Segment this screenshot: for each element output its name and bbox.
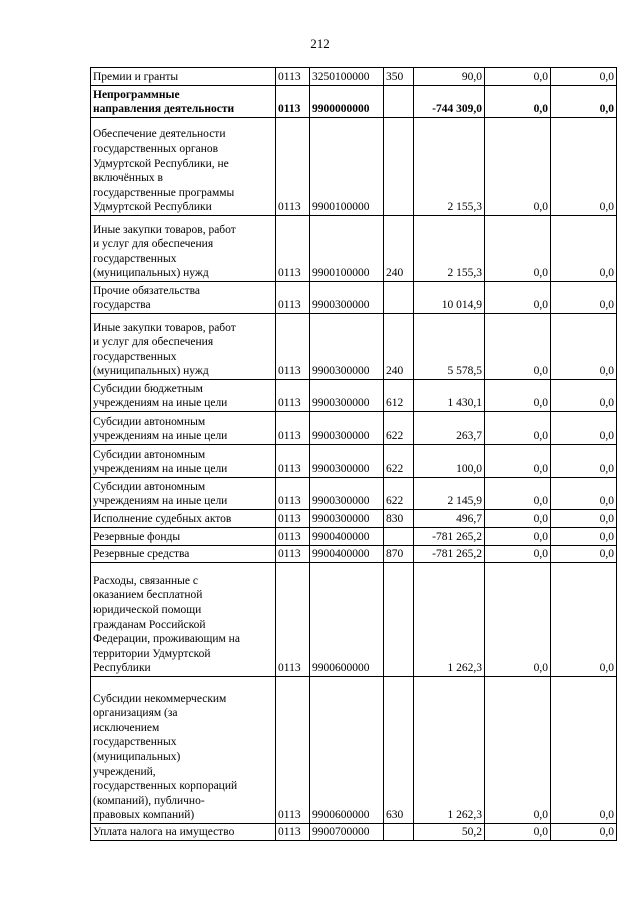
expense-type-code-cell xyxy=(384,563,414,677)
expense-name-cell: Непрограммные направления деятельности xyxy=(91,86,276,118)
target-article-code-cell: 9900400000 xyxy=(310,528,384,546)
table-row xyxy=(91,282,617,314)
amount-cell: 1 430,1 xyxy=(414,380,485,412)
amount-year3-cell: 0,0 xyxy=(551,216,617,282)
amount-year2-cell: 0,0 xyxy=(485,282,551,314)
amount-cell: 1 262,3 xyxy=(414,677,485,824)
section-code-cell: 0113 xyxy=(276,528,310,546)
amount-year2-cell: 0,0 xyxy=(485,528,551,546)
amount-year3-cell: 0,0 xyxy=(551,563,617,677)
table-row xyxy=(91,510,617,528)
expense-name-cell: Премии и гранты xyxy=(91,68,276,86)
amount-cell: 100,0 xyxy=(414,445,485,478)
section-code-cell: 0113 xyxy=(276,380,310,412)
amount-year2-cell: 0,0 xyxy=(485,445,551,478)
amount-year3-cell: 0,0 xyxy=(551,282,617,314)
table-row xyxy=(91,86,617,118)
table-row xyxy=(91,412,617,445)
table-row xyxy=(91,677,617,824)
expense-name-cell: Субсидии автономным учреждениям на иные цели xyxy=(91,412,276,445)
expense-name-cell: Субсидии автономным учреждениям на иные цели xyxy=(91,478,276,510)
section-code-cell: 0113 xyxy=(276,68,310,86)
section-code-cell: 0113 xyxy=(276,824,310,841)
expense-name-cell: Уплата налога на имущество xyxy=(91,824,276,841)
amount-year3-cell: 0,0 xyxy=(551,510,617,528)
target-article-code-cell: 3250100000 xyxy=(310,68,384,86)
expense-type-code-cell xyxy=(384,528,414,546)
amount-year3-cell: 0,0 xyxy=(551,412,617,445)
amount-year2-cell: 0,0 xyxy=(485,118,551,216)
section-code-cell: 0113 xyxy=(276,510,310,528)
expense-name-cell: Расходы, связанные с оказанием бесплатной юридической помощи гражданам Российской Федерации, проживающим на территории Удмуртской Республики xyxy=(91,563,276,677)
amount-year2-cell: 0,0 xyxy=(485,86,551,118)
target-article-code-cell: 9900300000 xyxy=(310,510,384,528)
target-article-code-cell: 9900300000 xyxy=(310,412,384,445)
table-row xyxy=(91,478,617,510)
section-code-cell: 0113 xyxy=(276,118,310,216)
amount-year2-cell: 0,0 xyxy=(485,546,551,563)
expense-type-code-cell xyxy=(384,824,414,841)
target-article-code-cell: 9900300000 xyxy=(310,478,384,510)
budget-table-body xyxy=(91,68,617,841)
amount-year3-cell: 0,0 xyxy=(551,824,617,841)
table-row xyxy=(91,445,617,478)
section-code-cell: 0113 xyxy=(276,445,310,478)
target-article-code-cell: 9900100000 xyxy=(310,118,384,216)
expense-name-cell: Иные закупки товаров, работ и услуг для обеспечения государственных (муниципальных) нужд xyxy=(91,216,276,282)
section-code-cell: 0113 xyxy=(276,563,310,677)
amount-cell: -744 309,0 xyxy=(414,86,485,118)
section-code-cell: 0113 xyxy=(276,677,310,824)
amount-year2-cell: 0,0 xyxy=(485,478,551,510)
amount-year2-cell: 0,0 xyxy=(485,412,551,445)
target-article-code-cell: 9900700000 xyxy=(310,824,384,841)
amount-cell: 5 578,5 xyxy=(414,314,485,380)
expense-type-code-cell: 630 xyxy=(384,677,414,824)
expense-name-cell: Исполнение судебных актов xyxy=(91,510,276,528)
table-row xyxy=(91,216,617,282)
target-article-code-cell: 9900300000 xyxy=(310,282,384,314)
expense-type-code-cell: 622 xyxy=(384,412,414,445)
amount-year2-cell: 0,0 xyxy=(485,68,551,86)
amount-year3-cell: 0,0 xyxy=(551,677,617,824)
amount-cell: 2 145,9 xyxy=(414,478,485,510)
expense-name-cell: Субсидии некоммерческим организациям (за исключением государственных (муниципальных) учреждений, государственных корпораций (компаний), публично- правовых компаний) xyxy=(91,677,276,824)
amount-year3-cell: 0,0 xyxy=(551,86,617,118)
amount-cell: 2 155,3 xyxy=(414,118,485,216)
amount-year3-cell: 0,0 xyxy=(551,380,617,412)
expense-type-code-cell xyxy=(384,86,414,118)
table-row xyxy=(91,546,617,563)
amount-cell: 10 014,9 xyxy=(414,282,485,314)
section-code-cell: 0113 xyxy=(276,546,310,563)
target-article-code-cell: 9900400000 xyxy=(310,546,384,563)
budget-table xyxy=(90,67,617,841)
amount-cell: 1 262,3 xyxy=(414,563,485,677)
amount-year3-cell: 0,0 xyxy=(551,528,617,546)
target-article-code-cell: 9900600000 xyxy=(310,677,384,824)
amount-year3-cell: 0,0 xyxy=(551,445,617,478)
expense-type-code-cell: 622 xyxy=(384,478,414,510)
expense-name-cell: Иные закупки товаров, работ и услуг для обеспечения государственных (муниципальных) нужд xyxy=(91,314,276,380)
section-code-cell: 0113 xyxy=(276,478,310,510)
amount-year2-cell: 0,0 xyxy=(485,563,551,677)
expense-name-cell: Обеспечение деятельности государственных органов Удмуртской Республики, не включённых в государственные программы Удмуртской Республики xyxy=(91,118,276,216)
target-article-code-cell: 9900300000 xyxy=(310,445,384,478)
table-row xyxy=(91,824,617,841)
amount-year2-cell: 0,0 xyxy=(485,380,551,412)
target-article-code-cell: 9900600000 xyxy=(310,563,384,677)
expense-name-cell: Субсидии бюджетным учреждениям на иные цели xyxy=(91,380,276,412)
expense-type-code-cell: 870 xyxy=(384,546,414,563)
page-number: 212 xyxy=(310,36,330,51)
amount-cell: 2 155,3 xyxy=(414,216,485,282)
section-code-cell: 0113 xyxy=(276,314,310,380)
expense-name-cell: Прочие обязательства государства xyxy=(91,282,276,314)
amount-year2-cell: 0,0 xyxy=(485,677,551,824)
table-row xyxy=(91,118,617,216)
expense-name-cell: Резервные средства xyxy=(91,546,276,563)
target-article-code-cell: 9900300000 xyxy=(310,380,384,412)
amount-cell: 263,7 xyxy=(414,412,485,445)
table-row xyxy=(91,68,617,86)
amount-year3-cell: 0,0 xyxy=(551,478,617,510)
amount-cell: 50,2 xyxy=(414,824,485,841)
amount-cell: 496,7 xyxy=(414,510,485,528)
expense-name-cell: Резервные фонды xyxy=(91,528,276,546)
amount-year3-cell: 0,0 xyxy=(551,314,617,380)
amount-cell: 90,0 xyxy=(414,68,485,86)
expense-type-code-cell: 350 xyxy=(384,68,414,86)
target-article-code-cell: 9900100000 xyxy=(310,216,384,282)
expense-type-code-cell: 612 xyxy=(384,380,414,412)
amount-year3-cell: 0,0 xyxy=(551,546,617,563)
section-code-cell: 0113 xyxy=(276,412,310,445)
expense-type-code-cell xyxy=(384,118,414,216)
amount-year3-cell: 0,0 xyxy=(551,68,617,86)
expense-type-code-cell: 240 xyxy=(384,314,414,380)
amount-year3-cell: 0,0 xyxy=(551,118,617,216)
target-article-code-cell: 9900000000 xyxy=(310,86,384,118)
amount-year2-cell: 0,0 xyxy=(485,314,551,380)
amount-cell: -781 265,2 xyxy=(414,546,485,563)
section-code-cell: 0113 xyxy=(276,282,310,314)
expense-type-code-cell xyxy=(384,282,414,314)
expense-name-cell: Субсидии автономным учреждениям на иные цели xyxy=(91,445,276,478)
section-code-cell: 0113 xyxy=(276,86,310,118)
table-row xyxy=(91,563,617,677)
table-row xyxy=(91,314,617,380)
table-row xyxy=(91,380,617,412)
target-article-code-cell: 9900300000 xyxy=(310,314,384,380)
amount-cell: -781 265,2 xyxy=(414,528,485,546)
expense-type-code-cell: 622 xyxy=(384,445,414,478)
amount-year2-cell: 0,0 xyxy=(485,216,551,282)
table-row xyxy=(91,528,617,546)
expense-type-code-cell: 830 xyxy=(384,510,414,528)
amount-year2-cell: 0,0 xyxy=(485,510,551,528)
section-code-cell: 0113 xyxy=(276,216,310,282)
expense-type-code-cell: 240 xyxy=(384,216,414,282)
amount-year2-cell: 0,0 xyxy=(485,824,551,841)
